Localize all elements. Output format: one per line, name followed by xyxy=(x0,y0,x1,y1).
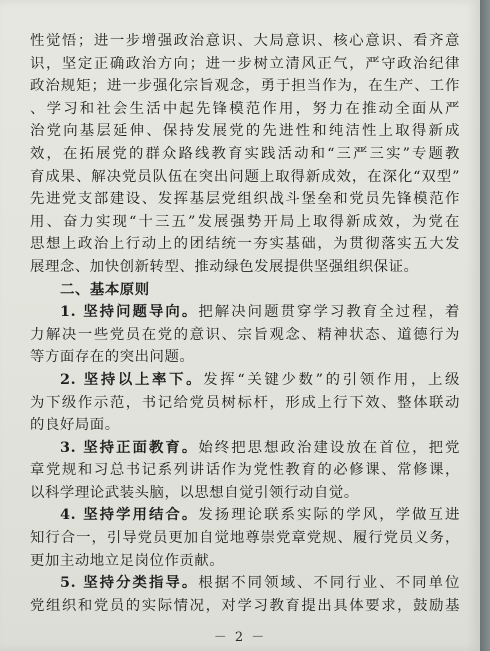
body-line: 识，坚定正确政治方向；进一步树立清风正气，严守政治纪律 xyxy=(30,55,460,72)
principle-3-text: 始终把思想政治建设放在首位，把党 xyxy=(198,439,460,456)
body-line: 以科学理论武装头脑，以思想自觉引领行动自觉。 xyxy=(30,484,359,501)
principle-5-lead: 5. 坚持分类指导。 xyxy=(60,574,199,592)
principle-3-first-line xyxy=(30,437,460,460)
body-line: 更加主动地立足岗位作贡献。 xyxy=(30,552,225,569)
document-body xyxy=(30,30,460,617)
body-line: 为下级作示范，书记给党员树标杆，形成上行下效、整体联动 xyxy=(30,394,460,411)
body-line: 用、奋力实现“十三五”发展强势开局上取得新成效，为党在 xyxy=(30,213,460,230)
body-line: 的良好局面。 xyxy=(30,417,120,434)
body-line: 政治规矩；进一步强化宗旨观念，勇于担当作为，在生产、工作 xyxy=(30,78,460,95)
principle-1-lead: 1. 坚持问题导向。 xyxy=(60,303,199,321)
body-line: 、学习和社会生活中起先锋模范作用，努力在推动全面从严 xyxy=(30,100,460,117)
body-line: 展理念、加快创新转型、推动绿色发展提供坚强组织保证。 xyxy=(30,258,419,275)
principle-1-first-line xyxy=(30,301,460,324)
body-line: 等方面存在的突出问题。 xyxy=(30,349,195,366)
body-line: 治党向基层延伸、保持发展党的先进性和纯洁性上取得新成 xyxy=(30,123,460,140)
principle-2-text: 发挥“关键少数”的引领作用，上级 xyxy=(203,371,461,388)
principle-3-lead: 3. 坚持正面教育。 xyxy=(60,438,199,456)
principle-4-text: 发扬理论联系实际的学风，学做互进 xyxy=(198,507,460,524)
body-line: 效，在拓展党的群众路线教育实践活动和“三严三实”专题教 xyxy=(30,145,460,162)
section-heading: 二、基本原则 xyxy=(60,280,150,298)
body-line: 性觉悟；进一步增强政治意识、大局意识、核心意识、看齐意 xyxy=(30,33,460,49)
principle-2-first-line xyxy=(30,369,460,392)
body-line: 知行合一，引导党员更加自觉地尊崇党章党规、履行党员义务， xyxy=(30,530,460,547)
principle-4-lead: 4. 坚持学用结合。 xyxy=(60,506,199,524)
principle-2-lead: 2. 坚持以上率下。 xyxy=(60,370,204,388)
body-line: 思想上政治上行动上的团结统一夯实基础，为贯彻落实五大发 xyxy=(30,236,460,253)
principle-5-first-line xyxy=(30,572,460,595)
body-line: 党组织和党员的实际情况，对学习教育提出具体要求，鼓励基 xyxy=(30,597,460,614)
body-line: 育成果、解决党员队伍在突出问题上取得新成效，在深化“双型” xyxy=(30,168,460,185)
body-line: 章党规和习总书记系列讲话作为党性教育的必修课、常修课， xyxy=(30,462,460,479)
principle-1-text: 把解决问题贯穿学习教育全过程，着 xyxy=(198,304,460,321)
body-line: 力解决一些党员在党的意识、宗旨观念、精神状态、道德行为 xyxy=(30,326,460,343)
body-line: 先进党支部建设、发挥基层党组织战斗堡垒和党员先锋模范作 xyxy=(30,191,460,208)
page-number: － 2 － xyxy=(213,630,267,645)
page-edge-shadow xyxy=(480,0,490,651)
principle-4-first-line xyxy=(30,504,460,527)
principle-5-text: 根据不同领域、不同行业、不同单位 xyxy=(198,575,460,592)
